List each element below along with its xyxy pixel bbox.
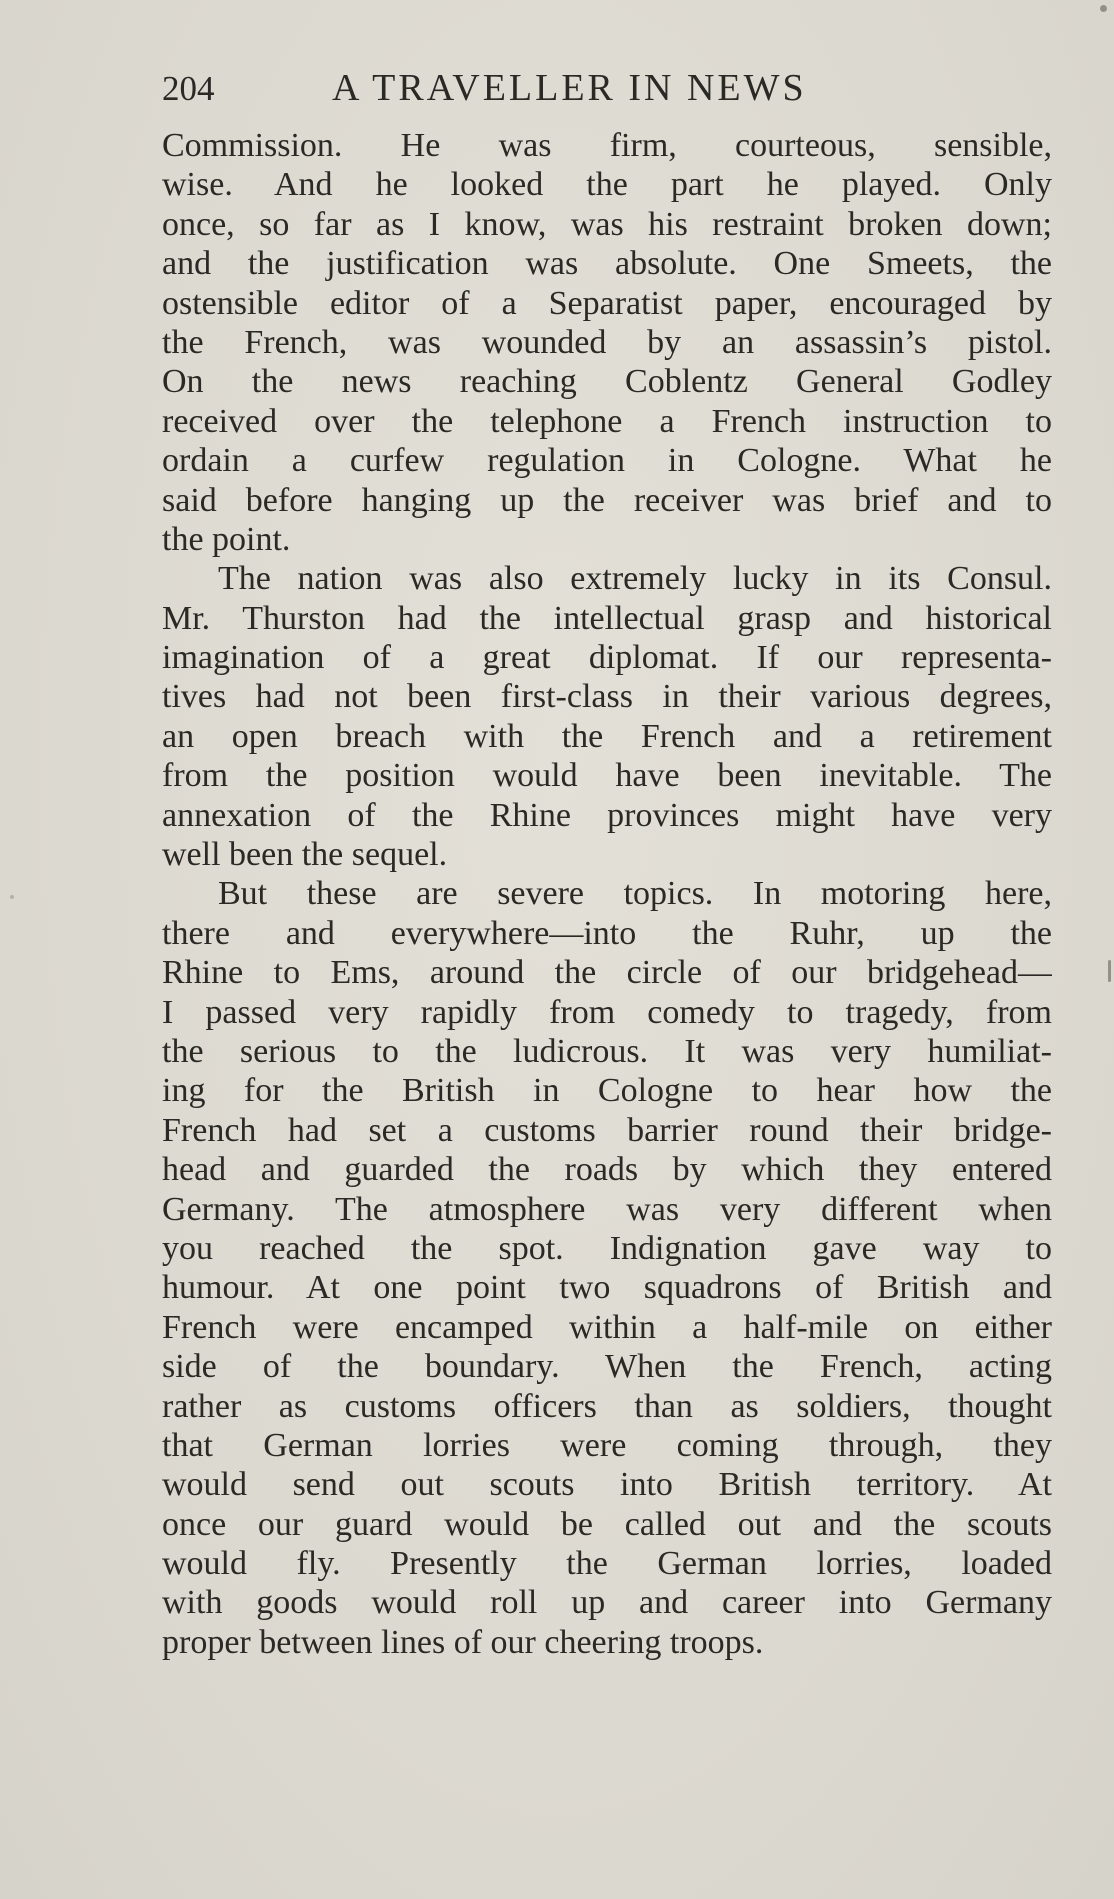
text-line: and the justification was absolute. One Smeets, the — [162, 245, 1052, 283]
running-title: A TRAVELLER IN NEWS — [332, 67, 807, 109]
paragraph — [162, 874, 1052, 1662]
text-line: with goods would roll up and career into Germany — [162, 1584, 1052, 1622]
scan-speck — [1108, 960, 1111, 982]
text-line: I passed very rapidly from comedy to tragedy, from — [162, 993, 1052, 1031]
text-line: from the position would have been inevitable. The — [162, 757, 1052, 795]
body-text — [162, 126, 1052, 1662]
text-line: well been the sequel. — [162, 836, 448, 874]
text-line: the point. — [162, 520, 291, 558]
scan-speck — [10, 895, 14, 899]
text-line: imagination of a great diplomat. If our representa- — [162, 639, 1052, 677]
text-line: rather as customs officers than as soldiers, thought — [162, 1387, 1052, 1425]
text-line: The nation was also extremely lucky in its Consul. — [218, 560, 1052, 598]
text-line: Rhine to Ems, around the circle of our bridgehead— — [162, 954, 1052, 992]
page-number: 204 — [162, 69, 215, 108]
text-line: Germany. The atmosphere was very different when — [162, 1190, 1052, 1228]
text-line: once, so far as I know, was his restraint broken down; — [162, 205, 1052, 243]
text-line: Commission. He was firm, courteous, sensible, — [162, 127, 1052, 164]
text-line: you reached the spot. Indignation gave way to — [162, 1229, 1052, 1267]
text-line: there and everywhere—into the Ruhr, up the — [162, 914, 1052, 952]
text-line: that German lorries were coming through, they — [162, 1426, 1052, 1464]
text-line: ing for the British in Cologne to hear how the — [162, 1072, 1052, 1110]
text-line: said before hanging up the receiver was brief and to — [162, 481, 1052, 519]
text-line: received over the telephone a French instruction to — [162, 402, 1052, 440]
text-line: On the news reaching Coblentz General Godley — [162, 363, 1052, 401]
text-line: ostensible editor of a Separatist paper, encouraged by — [162, 284, 1052, 322]
text-line: tives had not been first-class in their various degrees, — [162, 678, 1052, 716]
running-head — [162, 66, 1052, 126]
text-line: an open breach with the French and a retirement — [162, 717, 1052, 755]
text-line: ordain a curfew regulation in Cologne. What he — [162, 442, 1052, 480]
text-line: head and guarded the roads by which they entered — [162, 1151, 1052, 1189]
text-line: Mr. Thurston had the intellectual grasp and historical — [162, 599, 1052, 637]
text-line: proper between lines of our cheering troops. — [162, 1623, 764, 1661]
text-line: French were encamped within a half-mile on either — [162, 1308, 1052, 1346]
text-line: would send out scouts into British territory. At — [162, 1466, 1052, 1504]
text-line: wise. And he looked the part he played. Only — [162, 166, 1052, 204]
text-line: the serious to the ludicrous. It was very humiliat- — [162, 1032, 1052, 1070]
text-line: the French, was wounded by an assassin’s pistol. — [162, 323, 1052, 361]
text-line: once our guard would be called out and the scouts — [162, 1505, 1052, 1543]
text-line: French had set a customs barrier round their bridge- — [162, 1111, 1052, 1149]
book-page — [162, 66, 1052, 1662]
text-line: side of the boundary. When the French, acting — [162, 1348, 1052, 1386]
paragraph — [162, 559, 1052, 874]
scan-speck — [1100, 5, 1107, 12]
text-line: annexation of the Rhine provinces might have very — [162, 796, 1052, 834]
text-line: would fly. Presently the German lorries, loaded — [162, 1545, 1052, 1583]
text-line: humour. At one point two squadrons of British and — [162, 1269, 1052, 1307]
paragraph — [162, 126, 1052, 559]
text-line: But these are severe topics. In motoring here, — [218, 875, 1052, 913]
